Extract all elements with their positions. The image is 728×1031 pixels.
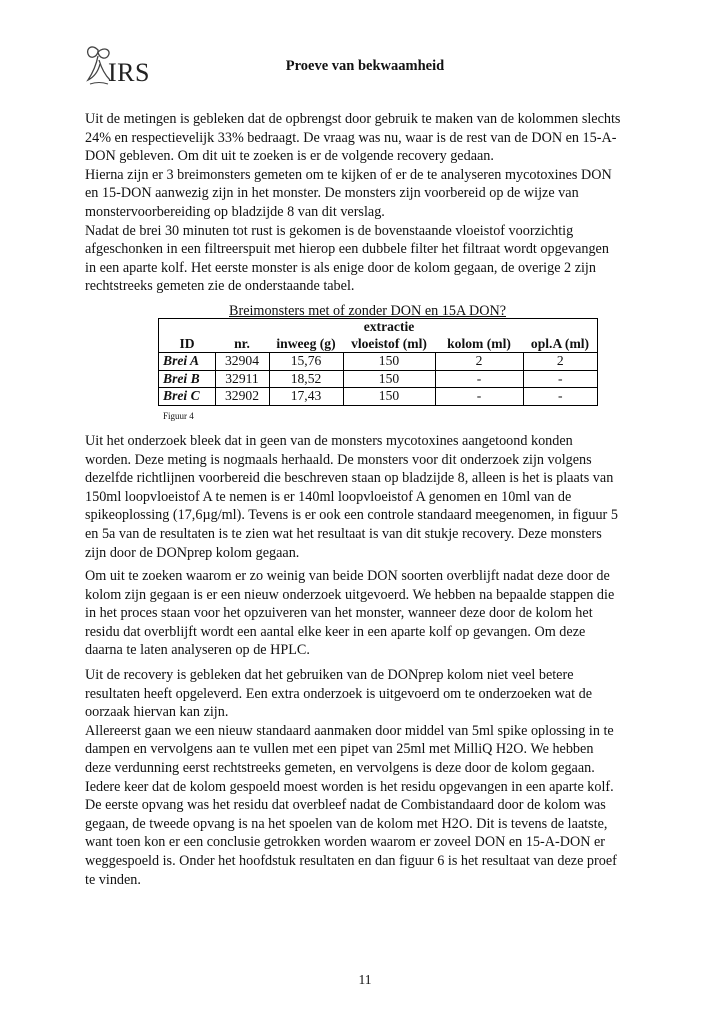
paragraph-investigation xyxy=(85,567,655,660)
header-cell xyxy=(269,319,343,336)
text-line: worden. Deze meting is nogmaals herhaald. De monsters voor dit onderzoek zijn volgens xyxy=(85,451,592,468)
table-row xyxy=(159,388,598,406)
table-cell: 17,43 xyxy=(269,388,343,406)
text-line: Nadat de brei 30 minuten tot rust is gekomen is de bovenstaande vloeistof voorzichtig xyxy=(85,222,574,239)
table-cell: Brei A xyxy=(159,353,216,371)
text-line: gegaan, de tweede opvang is na het spoelen van de kolom met H2O. Dit is tevens de laatste, xyxy=(85,815,608,832)
table-cell: - xyxy=(523,388,598,406)
table-cell: 32911 xyxy=(215,370,269,388)
table-caption: Breimonsters met of zonder DON en 15A DON? xyxy=(229,303,506,319)
header-cell xyxy=(215,319,269,336)
table-cell: 32904 xyxy=(215,353,269,371)
header-cell-kolom: kolom (ml) xyxy=(435,336,523,353)
text-line: monstervoorbereiding op bladzijde 8 van dit verslag. xyxy=(85,203,385,220)
text-line: DON gebleven. Om dit uit te zoeken is er de volgende recovery gedaan. xyxy=(85,148,494,165)
text-line: Om uit te zoeken waarom er zo weinig van beide DON soorten overblijft nadat deze door de xyxy=(85,568,610,584)
text-line: Hierna zijn er 3 breimonsters gemeten om te kijken of er de te analyseren mycotoxines DON xyxy=(85,166,612,183)
text-line: kolom zijn gegaan is er een nieuw onderzoek uitgevoerd. We hebben na bepaalde stappen die xyxy=(85,586,615,603)
table-cell: 150 xyxy=(343,370,435,388)
paragraph-recovery xyxy=(85,666,655,889)
breimonsters-table xyxy=(158,318,598,406)
table-cell: Brei B xyxy=(159,370,216,388)
text-line: Uit de recovery is gebleken dat het gebruiken van de DONprep kolom niet veel betere xyxy=(85,667,574,683)
table-cell: 2 xyxy=(435,353,523,371)
text-line: zijn door de DONprep kolom gegaan. xyxy=(85,544,300,561)
text-line: rechtstreeks gemeten zie de onderstaande tabel. xyxy=(85,278,355,295)
table-row xyxy=(159,370,598,388)
paragraph-intro xyxy=(85,110,655,296)
header-cell-id: ID xyxy=(159,336,216,353)
text-line: resultaten heeft opgeleverd. Een extra onderzoek is uitgevoerd om te onderzoeken wat de xyxy=(85,685,592,702)
text-line: Allereerst gaan we een nieuw standaard aanmaken door middel van 5ml spike oplossing in te xyxy=(85,722,614,739)
table-cell: 18,52 xyxy=(269,370,343,388)
header-cell xyxy=(159,319,216,336)
header-cell-inweeg: inweeg (g) xyxy=(269,336,343,353)
text-line: Iedere keer dat de kolom gespoeld moest worden is het residu opgevangen in een aparte kolf. xyxy=(85,778,614,795)
table-cell: 150 xyxy=(343,353,435,371)
logo-text: IRS xyxy=(108,58,150,87)
text-line: daarna te laten analyseren op de HPLC. xyxy=(85,642,310,659)
table-cell: - xyxy=(435,370,523,388)
text-line: oorzaak hiervan kan zijn. xyxy=(85,704,229,721)
table-cell: 2 xyxy=(523,353,598,371)
table-cell: - xyxy=(523,370,598,388)
text-line: Uit het onderzoek bleek dat in geen van de monsters mycotoxines aangetoond konden xyxy=(85,433,573,449)
text-line: De eerste opvang was het residu dat overbleef nadat de Combistandaard door de kolom was xyxy=(85,797,606,814)
text-line: want toen kon er een conclusie getrokken worden waarom er zoveel DON en 15-A-DON er xyxy=(85,834,606,851)
text-line: weggespoeld is. Onder het hoofdstuk resultaten en dan figuur 6 is het resultaat van deze proef xyxy=(85,852,617,869)
table-cell: 15,76 xyxy=(269,353,343,371)
header-cell xyxy=(435,319,523,336)
text-line: afgeschonken in een filtreerspuit met hierop een dubbele filter het filtraat wordt opgevangen xyxy=(85,241,609,258)
text-line: residu dat overblijft wordt een aantal elke keer in een aparte kolf op gevangen. Om deze xyxy=(85,623,586,640)
text-line: te vinden. xyxy=(85,871,141,888)
page-number: 11 xyxy=(358,972,372,987)
table-cell: Brei C xyxy=(159,388,216,406)
header-cell-vloeistof: vloeistof (ml) xyxy=(343,336,435,353)
text-line: spikeoplossing (17,6µg/ml). Tevens is er ook een controle standaard meegenomen, in figuur 5 xyxy=(85,507,618,524)
page-header-title: Proeve van bekwaamheid xyxy=(285,58,445,74)
text-line: in het proces staan voor het opzuiveren van het monster, wanneer deze door de kolom het xyxy=(85,605,593,622)
text-line: dezelfde richtlijnen voorbereid die beschreven staan op bladzijde 8, alleen is het is plaats van xyxy=(85,470,614,487)
header-cell-opl: opl.A (ml) xyxy=(523,336,598,353)
header-cell-nr: nr. xyxy=(215,336,269,353)
table-row xyxy=(159,353,598,371)
text-line: en 15-DON aanwezig zijn in het monster. De monsters zijn voorbereid op de wijze van xyxy=(85,185,579,202)
text-line: deze verdunning eerst rechtstreeks gemeten, en vervolgens is deze door de kolom gegaan. xyxy=(85,759,595,776)
text-line: 150ml loopvloeistof A te nemen is er 140ml loopvloeistof A genomen en 10ml van de xyxy=(85,488,572,505)
table-cell: 150 xyxy=(343,388,435,406)
paragraph-results xyxy=(85,432,655,562)
table-cell: 32902 xyxy=(215,388,269,406)
text-line: dampen en vervolgens aan te vullen met een pipet van 25ml met MilliQ H2O. We hebben xyxy=(85,741,594,758)
table-cell: - xyxy=(435,388,523,406)
header-cell: extractie xyxy=(343,319,435,336)
text-line: Uit de metingen is gebleken dat de opbrengst door gebruik te maken van de kolommen slechts xyxy=(85,111,621,127)
header-cell xyxy=(523,319,598,336)
text-line: in een aparte kolf. Het eerste monster is als enige door de kolom gegaan, de overige 2 zijn xyxy=(85,259,596,276)
text-line: en 5a van de resultaten is te zien wat het resultaat is van dit stukje recovery. Deze monsters xyxy=(85,525,602,542)
figure-label: Figuur 4 xyxy=(163,411,194,421)
text-line: 24% en respectievelijk 33% bedraagt. De vraag was nu, waar is de rest van de DON en 15-A- xyxy=(85,129,617,146)
